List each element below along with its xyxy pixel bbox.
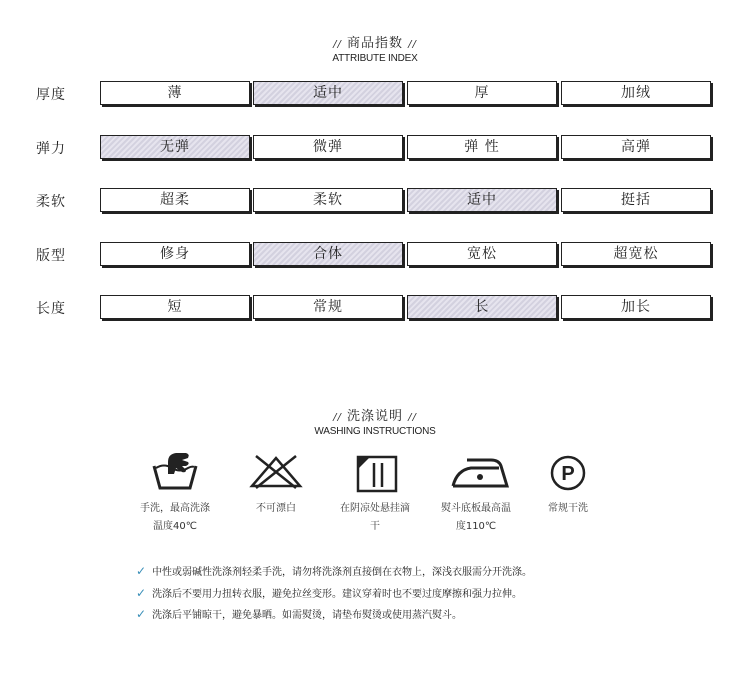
svg-text:P: P — [561, 463, 575, 485]
attribute-title: // 商品指数 // ATTRIBUTE INDEX — [0, 32, 750, 64]
washing-note — [136, 563, 532, 578]
attribute-option: 常规 — [253, 295, 403, 319]
attribute-option-selected: 合体 — [253, 242, 403, 266]
attribute-option: 微弹 — [253, 135, 403, 159]
check-icon: ✓ — [136, 564, 147, 578]
washing-note-text: 洗涤后不要用力扭转衣服，避免拉丝变形。建议穿着时也不要过度摩擦和强力拉伸。 — [152, 589, 523, 600]
attribute-row-label: 弹力 — [36, 141, 66, 157]
attribute-row-label: 长度 — [36, 301, 66, 317]
attribute-option: 短 — [100, 295, 250, 319]
attribute-option: 高弹 — [561, 135, 711, 159]
washing-note-text: 洗涤后平铺晾干，避免暴晒。如需熨烫，请垫布熨烫或使用蒸汽熨斗。 — [152, 610, 463, 621]
attribute-option: 加绒 — [561, 81, 711, 105]
check-icon: ✓ — [136, 607, 147, 621]
attribute-row — [0, 295, 750, 319]
attribute-option-selected: 适中 — [253, 81, 403, 105]
attribute-option: 弹 性 — [407, 135, 557, 159]
attribute-option: 加长 — [561, 295, 711, 319]
icon-caption — [513, 500, 623, 518]
icon-caption — [320, 500, 430, 536]
shade-drip-dry-icon — [356, 455, 398, 493]
check-icon: ✓ — [136, 586, 147, 600]
no-bleach-icon — [248, 454, 304, 490]
icon-caption-line: 度110℃ — [455, 521, 497, 532]
washing-note-text: 中性或弱碱性洗涤剂轻柔手洗，请勿将洗涤剂直接倒在衣物上，深浅衣服需分开洗涤。 — [152, 567, 533, 578]
washing-note — [136, 606, 462, 621]
icon-caption-line: 在阴凉处悬挂滴 — [340, 503, 410, 514]
attribute-option-selected: 无弹 — [100, 135, 250, 159]
attribute-option: 厚 — [407, 81, 557, 105]
icon-caption-line: 熨斗底板最高温 — [441, 503, 511, 514]
attribute-option: 超宽松 — [561, 242, 711, 266]
icon-caption-line: 常规干洗 — [548, 503, 588, 514]
icon-caption — [221, 500, 331, 518]
attribute-option: 薄 — [100, 81, 250, 105]
icon-caption-line: 温度40℃ — [153, 521, 197, 532]
attribute-option-selected: 长 — [407, 295, 557, 319]
attribute-option: 宽松 — [407, 242, 557, 266]
hand-wash-icon — [152, 450, 198, 492]
attribute-row — [0, 188, 750, 212]
attribute-option: 柔软 — [253, 188, 403, 212]
attribute-row — [0, 135, 750, 159]
icon-caption-line: 不可漂白 — [256, 503, 296, 514]
attribute-option: 超柔 — [100, 188, 250, 212]
attribute-title-cn: 商品指数 — [346, 36, 403, 51]
washing-title-cn: 洗涤说明 — [346, 409, 403, 424]
attribute-row-label: 厚度 — [36, 87, 66, 103]
washing-note — [136, 585, 522, 600]
icon-caption-line: 干 — [370, 521, 380, 532]
washing-title: // 洗涤说明 // WASHING INSTRUCTIONS — [0, 405, 750, 437]
iron-icon — [449, 456, 509, 490]
attribute-row — [0, 242, 750, 266]
attribute-row — [0, 81, 750, 105]
attribute-row-label: 版型 — [36, 248, 66, 264]
attribute-option: 挺括 — [561, 188, 711, 212]
attribute-option-selected: 适中 — [407, 188, 557, 212]
attribute-row-label: 柔软 — [36, 194, 66, 210]
attribute-title-en: ATTRIBUTE INDEX — [332, 53, 418, 64]
attribute-option: 修身 — [100, 242, 250, 266]
icon-caption-line: 手洗，最高洗涤 — [140, 503, 210, 514]
icon-caption — [120, 500, 230, 536]
washing-title-en: WASHING INSTRUCTIONS — [314, 426, 436, 437]
dry-clean-p-icon — [549, 454, 587, 492]
